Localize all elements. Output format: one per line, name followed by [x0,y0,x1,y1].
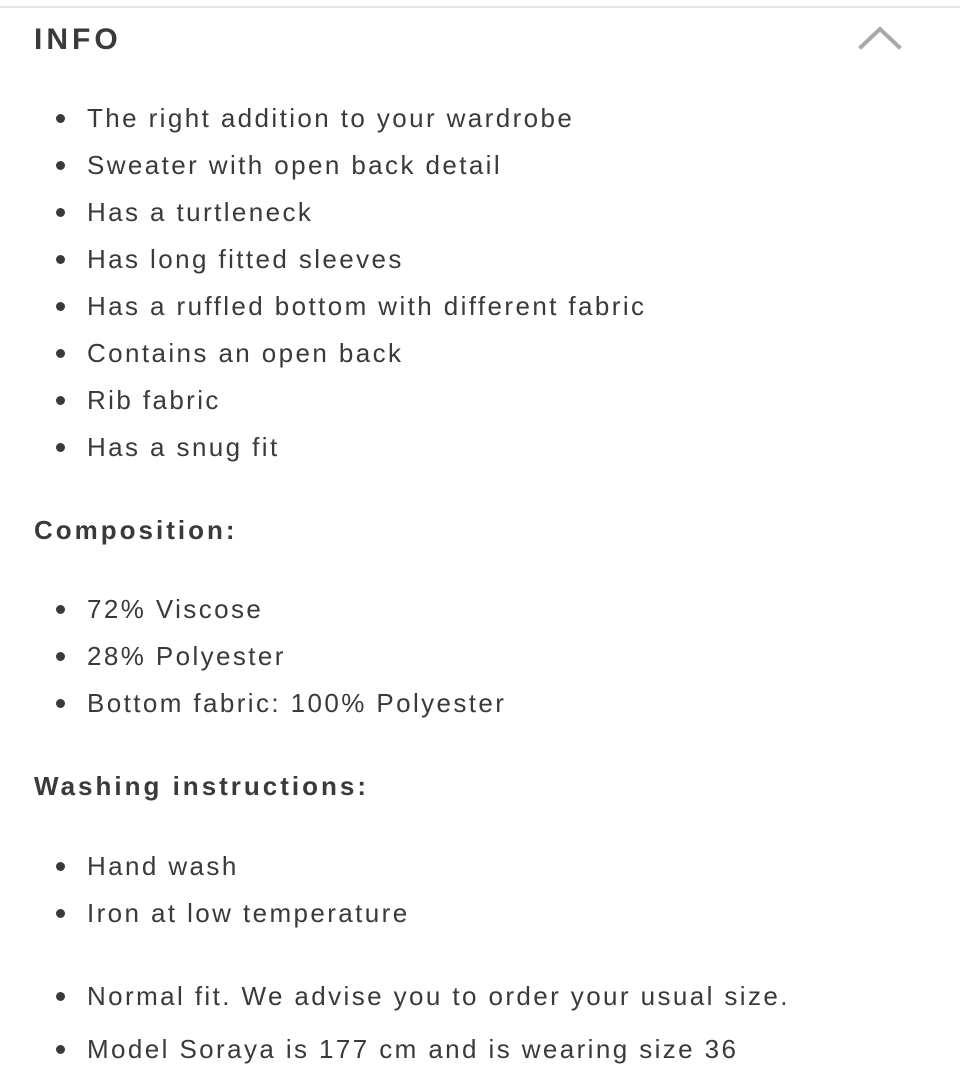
composition-section [0,586,960,727]
fit-section [0,970,960,1076]
washing-section [0,843,960,937]
list-item: Rib fabric [0,377,960,424]
list-item: Has long fitted sleeves [0,236,960,283]
info-accordion-header[interactable] [0,8,960,78]
bullet [56,161,65,170]
bullet [56,255,65,264]
features-list [0,95,960,471]
list-item: The right addition to your wardrobe [0,95,960,142]
list-item: Has a snug fit [0,424,960,471]
list-item: Normal fit. We advise you to order your usual size. [0,970,960,1023]
bullet [56,396,65,405]
bullet [56,443,65,452]
bullet [56,652,65,661]
bullet [56,114,65,123]
bullet [56,349,65,358]
list-item: Hand wash [0,843,960,890]
list-item: Iron at low temperature [0,890,960,937]
composition-heading: Composition: [34,515,238,545]
list-item: Contains an open back [0,330,960,377]
bullet [56,1045,65,1054]
bullet [56,909,65,918]
composition-list [0,586,960,727]
fit-list [0,970,960,1076]
bullet [56,302,65,311]
list-item: 28% Polyester [0,633,960,680]
list-item: Bottom fabric: 100% Polyester [0,680,960,727]
list-item: Sweater with open back detail [0,142,960,189]
bullet [56,208,65,217]
list-item: Has a ruffled bottom with different fabric [0,283,960,330]
bullet [56,992,65,1001]
bullet [56,699,65,708]
bullet [56,862,65,871]
list-item: Model Soraya is 177 cm and is wearing size 36 [0,1023,960,1076]
washing-heading: Washing instructions: [34,771,370,801]
chevron-up-icon[interactable] [858,24,902,50]
list-item: 72% Viscose [0,586,960,633]
list-item: Has a turtleneck [0,189,960,236]
features-section [0,95,960,471]
bullet [56,605,65,614]
washing-list [0,843,960,937]
accordion-title: INFO [34,23,122,56]
